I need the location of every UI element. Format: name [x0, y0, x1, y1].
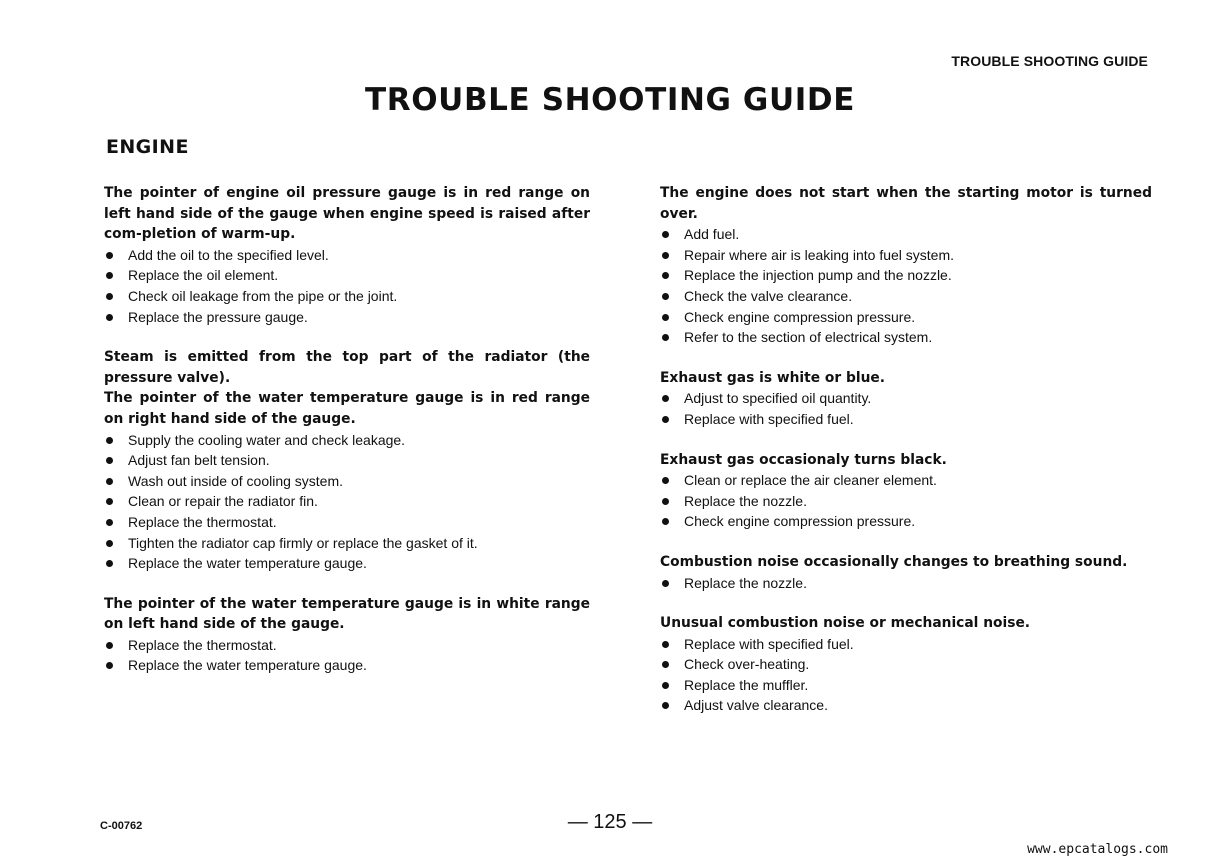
- remedy-item: [660, 695, 1152, 716]
- remedy-item: [104, 553, 590, 574]
- remedy-text: Replace with specified fuel.: [684, 635, 854, 652]
- remedy-text: Replace the water temperature gauge.: [128, 657, 367, 674]
- symptom-subheading: The pointer of the water temperature gauge is in red range on right hand side of the gauge.: [104, 390, 590, 427]
- trouble-block: [660, 552, 1152, 593]
- bullet-icon: [662, 641, 669, 648]
- remedy-text: Check engine compression pressure.: [684, 308, 916, 325]
- symptom-heading: Exhaust gas is white or blue.: [660, 369, 886, 386]
- remedy-item: [660, 511, 1152, 532]
- remedy-item: [104, 533, 590, 554]
- remedy-text: Add fuel.: [684, 226, 740, 243]
- remedy-text: Clean or replace the air cleaner element.: [684, 472, 937, 489]
- remedy-item: [660, 224, 1152, 245]
- symptom-heading: Steam is emitted from the top part of the radiator (the pressure valve).: [104, 349, 590, 386]
- bullet-icon: [106, 478, 113, 485]
- symptom-heading: The pointer of the water temperature gauge is in white range on left hand side of the gauge.: [104, 595, 590, 633]
- trouble-block: [660, 450, 1152, 532]
- remedy-text: Check over-heating.: [684, 656, 810, 673]
- remedy-item: [660, 286, 1152, 307]
- document-code: C-00762: [100, 820, 143, 832]
- bullet-icon: [106, 252, 113, 259]
- bullet-icon: [662, 661, 669, 668]
- bullet-icon: [662, 231, 669, 238]
- bullet-icon: [106, 642, 113, 649]
- remedy-item: [104, 286, 590, 307]
- symptom-heading: The engine does not start when the starting motor is turned over.: [660, 185, 1152, 222]
- remedy-item: [660, 388, 1152, 409]
- right-column: [660, 183, 1152, 736]
- remedy-item: [104, 471, 590, 492]
- symptom-heading: Unusual combustion noise or mechanical noise.: [660, 615, 1031, 632]
- remedy-text: Replace the thermostat.: [128, 513, 277, 530]
- bullet-icon: [662, 702, 669, 709]
- remedy-item: [660, 654, 1152, 675]
- remedy-text: Repair where air is leaking into fuel system.: [684, 246, 955, 263]
- symptom-heading: Exhaust gas occasionaly turns black.: [660, 451, 947, 468]
- remedy-list: [660, 634, 1152, 716]
- remedy-list: [104, 430, 590, 574]
- bullet-icon: [106, 437, 113, 444]
- remedy-text: Replace the oil element.: [128, 267, 279, 284]
- remedy-text: Clean or repair the radiator fin.: [128, 493, 318, 510]
- watermark-url: www.epcatalogs.com: [1027, 842, 1168, 857]
- bullet-icon: [662, 272, 669, 279]
- remedy-item: [660, 634, 1152, 655]
- bullet-icon: [662, 314, 669, 321]
- symptom-heading: The pointer of engine oil pressure gauge is in red range on left hand side of the gauge when engine speed is raised after com-pletion of warm-up.: [104, 185, 590, 243]
- bullet-icon: [106, 662, 113, 669]
- remedy-text: Replace the pressure gauge.: [128, 308, 308, 325]
- remedy-item: [104, 491, 590, 512]
- remedy-list: [660, 470, 1152, 532]
- bullet-icon: [106, 519, 113, 526]
- bullet-icon: [662, 293, 669, 300]
- remedy-list: [660, 573, 1152, 594]
- remedy-item: [660, 409, 1152, 430]
- remedy-list: [104, 635, 590, 676]
- trouble-block: [660, 183, 1152, 348]
- symptom-heading: Combustion noise occasionally changes to breathing sound.: [660, 553, 1128, 570]
- bullet-icon: [106, 498, 113, 505]
- remedy-item: [660, 307, 1152, 328]
- bullet-icon: [662, 416, 669, 423]
- remedy-text: Wash out inside of cooling system.: [128, 472, 344, 489]
- left-column: [104, 183, 590, 696]
- bullet-icon: [662, 682, 669, 689]
- remedy-text: Replace with specified fuel.: [684, 410, 854, 427]
- remedy-text: Refer to the section of electrical system.: [684, 329, 933, 346]
- remedy-text: Adjust fan belt tension.: [128, 452, 270, 469]
- remedy-text: Replace the water temperature gauge.: [128, 555, 367, 572]
- remedy-text: Add the oil to the specified level.: [128, 246, 329, 263]
- remedy-text: Check the valve clearance.: [684, 287, 853, 304]
- remedy-text: Replace the nozzle.: [684, 574, 807, 591]
- bullet-icon: [106, 272, 113, 279]
- remedy-item: [660, 327, 1152, 348]
- remedy-item: [104, 245, 590, 266]
- remedy-text: Check oil leakage from the pipe or the joint.: [128, 287, 398, 304]
- remedy-item: [104, 512, 590, 533]
- section-heading: ENGINE: [106, 136, 189, 158]
- remedy-item: [660, 573, 1152, 594]
- remedy-item: [660, 675, 1152, 696]
- remedy-item: [660, 245, 1152, 266]
- remedy-list: [660, 388, 1152, 429]
- remedy-item: [104, 655, 590, 676]
- trouble-block: [104, 594, 590, 676]
- remedy-item: [660, 470, 1152, 491]
- bullet-icon: [662, 252, 669, 259]
- bullet-icon: [662, 518, 669, 525]
- page-title: TROUBLE SHOOTING GUIDE: [365, 82, 855, 118]
- bullet-icon: [662, 477, 669, 484]
- remedy-text: Tighten the radiator cap firmly or replace the gasket of it.: [128, 534, 478, 551]
- remedy-item: [104, 450, 590, 471]
- bullet-icon: [106, 560, 113, 567]
- remedy-text: Replace the nozzle.: [684, 492, 807, 509]
- remedy-item: [104, 307, 590, 328]
- running-head: TROUBLE SHOOTING GUIDE: [951, 53, 1148, 69]
- remedy-item: [104, 265, 590, 286]
- bullet-icon: [106, 314, 113, 321]
- remedy-text: Replace the thermostat.: [128, 636, 277, 653]
- trouble-block: [660, 368, 1152, 430]
- remedy-item: [104, 635, 590, 656]
- trouble-block: [104, 347, 590, 574]
- bullet-icon: [662, 498, 669, 505]
- page-number: — 125 —: [567, 811, 653, 833]
- trouble-block: [660, 613, 1152, 716]
- bullet-icon: [662, 334, 669, 341]
- remedy-text: Adjust to specified oil quantity.: [684, 390, 872, 407]
- bullet-icon: [106, 293, 113, 300]
- remedy-text: Supply the cooling water and check leakage.: [128, 431, 406, 448]
- remedy-item: [660, 491, 1152, 512]
- remedy-list: [660, 224, 1152, 348]
- remedy-text: Replace the injection pump and the nozzle.: [684, 267, 952, 284]
- remedy-item: [660, 265, 1152, 286]
- trouble-block: [104, 183, 590, 327]
- remedy-text: Replace the muffler.: [684, 676, 809, 693]
- remedy-list: [104, 245, 590, 327]
- bullet-icon: [662, 395, 669, 402]
- remedy-text: Check engine compression pressure.: [684, 513, 916, 530]
- remedy-text: Adjust valve clearance.: [684, 697, 828, 714]
- bullet-icon: [106, 457, 113, 464]
- bullet-icon: [662, 580, 669, 587]
- remedy-item: [104, 430, 590, 451]
- bullet-icon: [106, 540, 113, 547]
